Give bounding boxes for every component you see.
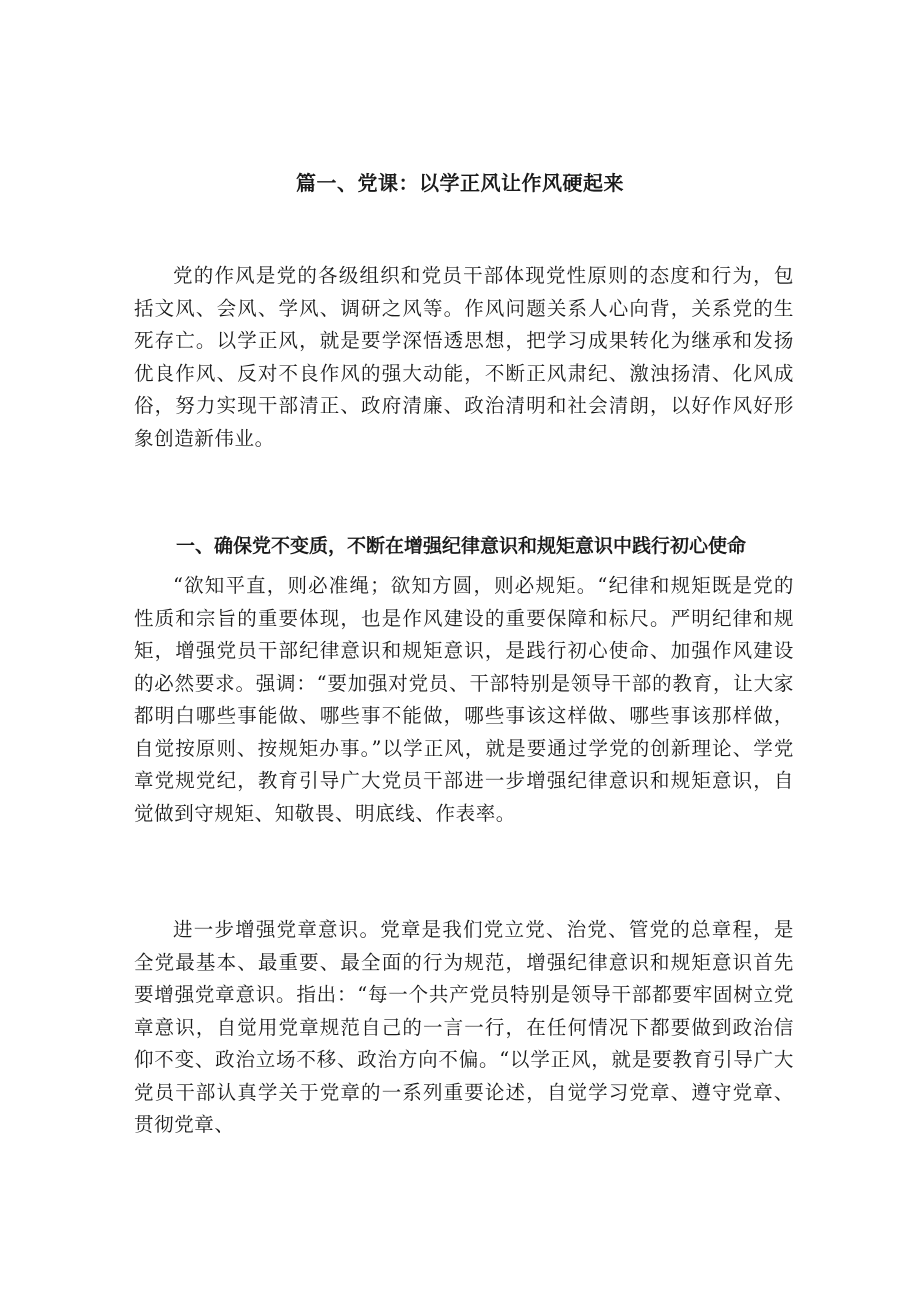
section-paragraph: 进一步增强党章意识。党章是我们党立党、治党、管党的总章程，是全党最基本、最重要、最全面的行为规范，增强纪律意识和规矩意识首先要增强党章意识。指出：“每一个共产党员特别是领导干部都要牢固树立党章意识，自觉用党章规范自己的一言一行，在任何情况下都要做到政治信仰不变、政治立场不移、政治方向不偏。“以学正风，就是要教育引导广大党员干部认真学关于党章的一系列重要论述，自觉学习党章、遵守党章、贯彻党章、 <box>134 918 794 1136</box>
section-heading: 一、确保党不变质，不断在增强纪律意识和规矩意识中践行初心使命 <box>176 535 747 557</box>
document-title: 篇一、党课：以学正风让作风硬起来 <box>296 171 624 195</box>
intro-paragraph: 党的作风是党的各级组织和党员干部体现党性原则的态度和行为，包括文风、会风、学风、调研之风等。作风问题关系人心向背，关系党的生死存亡。以学正风，就是要学深悟透思想，把学习成果转化为继承和发扬优良作风、反对不良作风的强大动能，不断正风肃纪、激浊扬清、化风成俗，努力实现干部清正、政府清廉、政治清明和社会清朗，以好作风好形象创造新伟业。 <box>134 264 794 450</box>
section-paragraph: “欲知平直，则必准绳；欲知方圆，则必规矩。“纪律和规矩既是党的性质和宗旨的重要体现，也是作风建设的重要保障和标尺。严明纪律和规矩，增强党员干部纪律意识和规矩意识，是践行初心使命、加强作风建设的必然要求。强调：“要加强对党员、干部特别是领导干部的教育，让大家都明白哪些事能做、哪些事不能做，哪些事该这样做、哪些事该那样做，自觉按原则、按规矩办事。”以学正风，就是要通过学党的创新理论、学党章党规党纪，教育引导广大党员干部进一步增强纪律意识和规矩意识，自觉做到守规矩、知敬畏、明底线、作表率。 <box>134 574 794 825</box>
